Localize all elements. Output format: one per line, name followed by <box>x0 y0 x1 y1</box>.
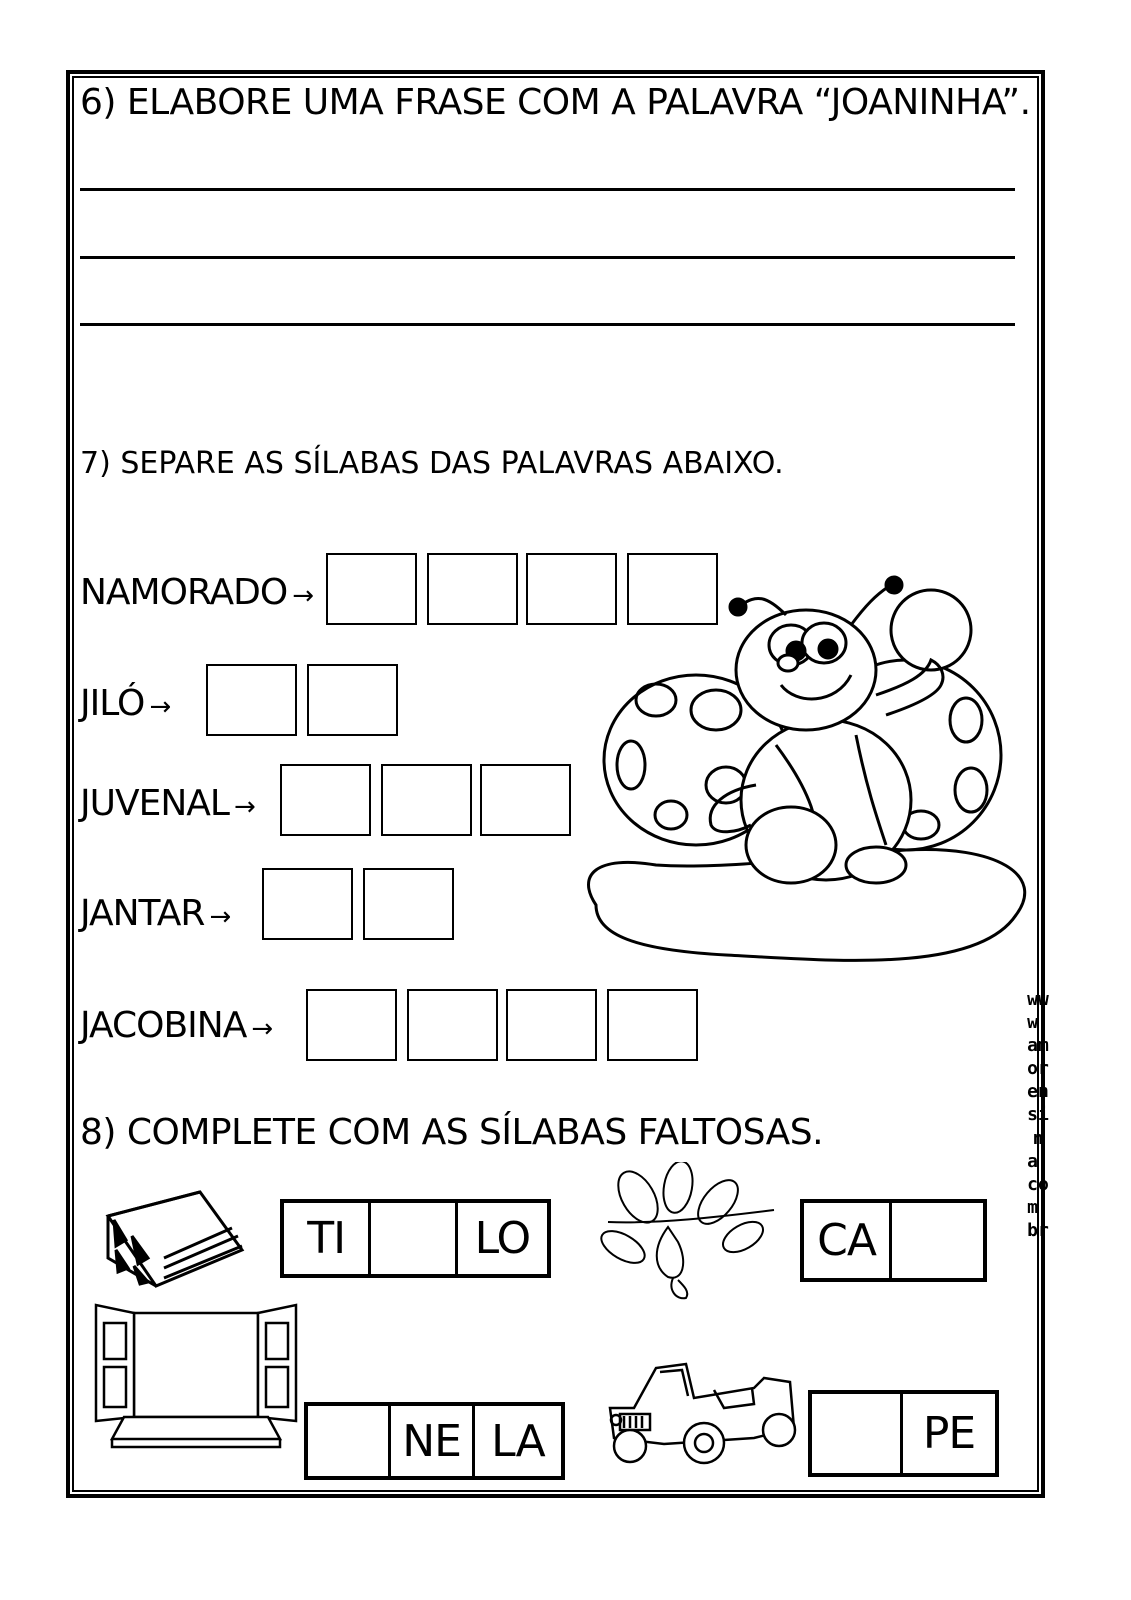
syllable-box[interactable] <box>381 764 472 836</box>
answer-line-2[interactable] <box>80 256 1015 259</box>
word-label: JILÓ <box>80 683 145 724</box>
arrow-icon: → <box>209 902 232 932</box>
question-6-title: 6) ELABORE UMA FRASE COM A PALAVRA “JOANINHA”. <box>80 82 1031 123</box>
syllable-blank[interactable] <box>892 1203 983 1278</box>
question-8-title: 8) COMPLETE COM AS SÍLABAS FALTOSAS. <box>80 1112 824 1153</box>
answer-line-3[interactable] <box>80 323 1015 326</box>
syllable-blank[interactable] <box>812 1394 903 1473</box>
question-7-title: 7) SEPARE AS SÍLABAS DAS PALAVRAS ABAIXO. <box>80 446 784 481</box>
syllable-box[interactable] <box>407 989 498 1061</box>
word-label: JUVENAL <box>80 783 229 824</box>
syllable-cell: PE <box>922 1408 976 1459</box>
syllable-box[interactable] <box>206 664 297 736</box>
word-row-namorado <box>80 572 314 613</box>
arrow-icon: → <box>292 581 315 611</box>
syllable-box[interactable] <box>280 764 371 836</box>
syllable-box[interactable] <box>607 989 698 1061</box>
syllable-grid-janela <box>304 1402 565 1480</box>
syllable-cell: CA <box>804 1203 892 1278</box>
syllable-cell: LA <box>491 1415 545 1467</box>
ladybug-icon <box>576 575 1036 975</box>
syllable-cell: NE <box>391 1406 474 1476</box>
syllable-box[interactable] <box>307 664 398 736</box>
syllable-blank[interactable] <box>371 1203 457 1274</box>
word-row-juvenal <box>80 783 256 824</box>
syllable-grid-tijolo <box>280 1199 551 1278</box>
syllable-box[interactable] <box>363 868 454 940</box>
syllable-box[interactable] <box>306 989 397 1061</box>
arrow-icon: → <box>234 792 256 822</box>
word-row-jacobina <box>80 1005 273 1046</box>
word-label: JANTAR <box>80 893 205 934</box>
brick-icon <box>104 1188 246 1290</box>
syllable-grid-jipe <box>808 1390 999 1477</box>
word-row-jilo <box>80 683 171 724</box>
syllable-blank[interactable] <box>308 1406 391 1476</box>
word-label: JACOBINA <box>80 1005 247 1046</box>
word-row-jantar <box>80 893 231 934</box>
arrow-icon: → <box>149 692 172 722</box>
syllable-cell: TI <box>284 1203 371 1274</box>
arrow-icon: → <box>251 1014 274 1044</box>
window-icon <box>90 1303 302 1451</box>
syllable-box[interactable] <box>262 868 353 940</box>
website-url: www.amorensina.com.br <box>1027 989 1049 1241</box>
jeep-icon <box>604 1358 800 1468</box>
syllable-box[interactable] <box>506 989 597 1061</box>
cashew-icon <box>598 1162 778 1304</box>
syllable-box[interactable] <box>427 553 518 625</box>
answer-line-1[interactable] <box>80 188 1015 191</box>
word-label: NAMORADO <box>80 572 288 613</box>
syllable-box[interactable] <box>326 553 417 625</box>
syllable-grid-caju <box>800 1199 987 1282</box>
syllable-box[interactable] <box>480 764 571 836</box>
syllable-cell: LO <box>474 1213 531 1264</box>
